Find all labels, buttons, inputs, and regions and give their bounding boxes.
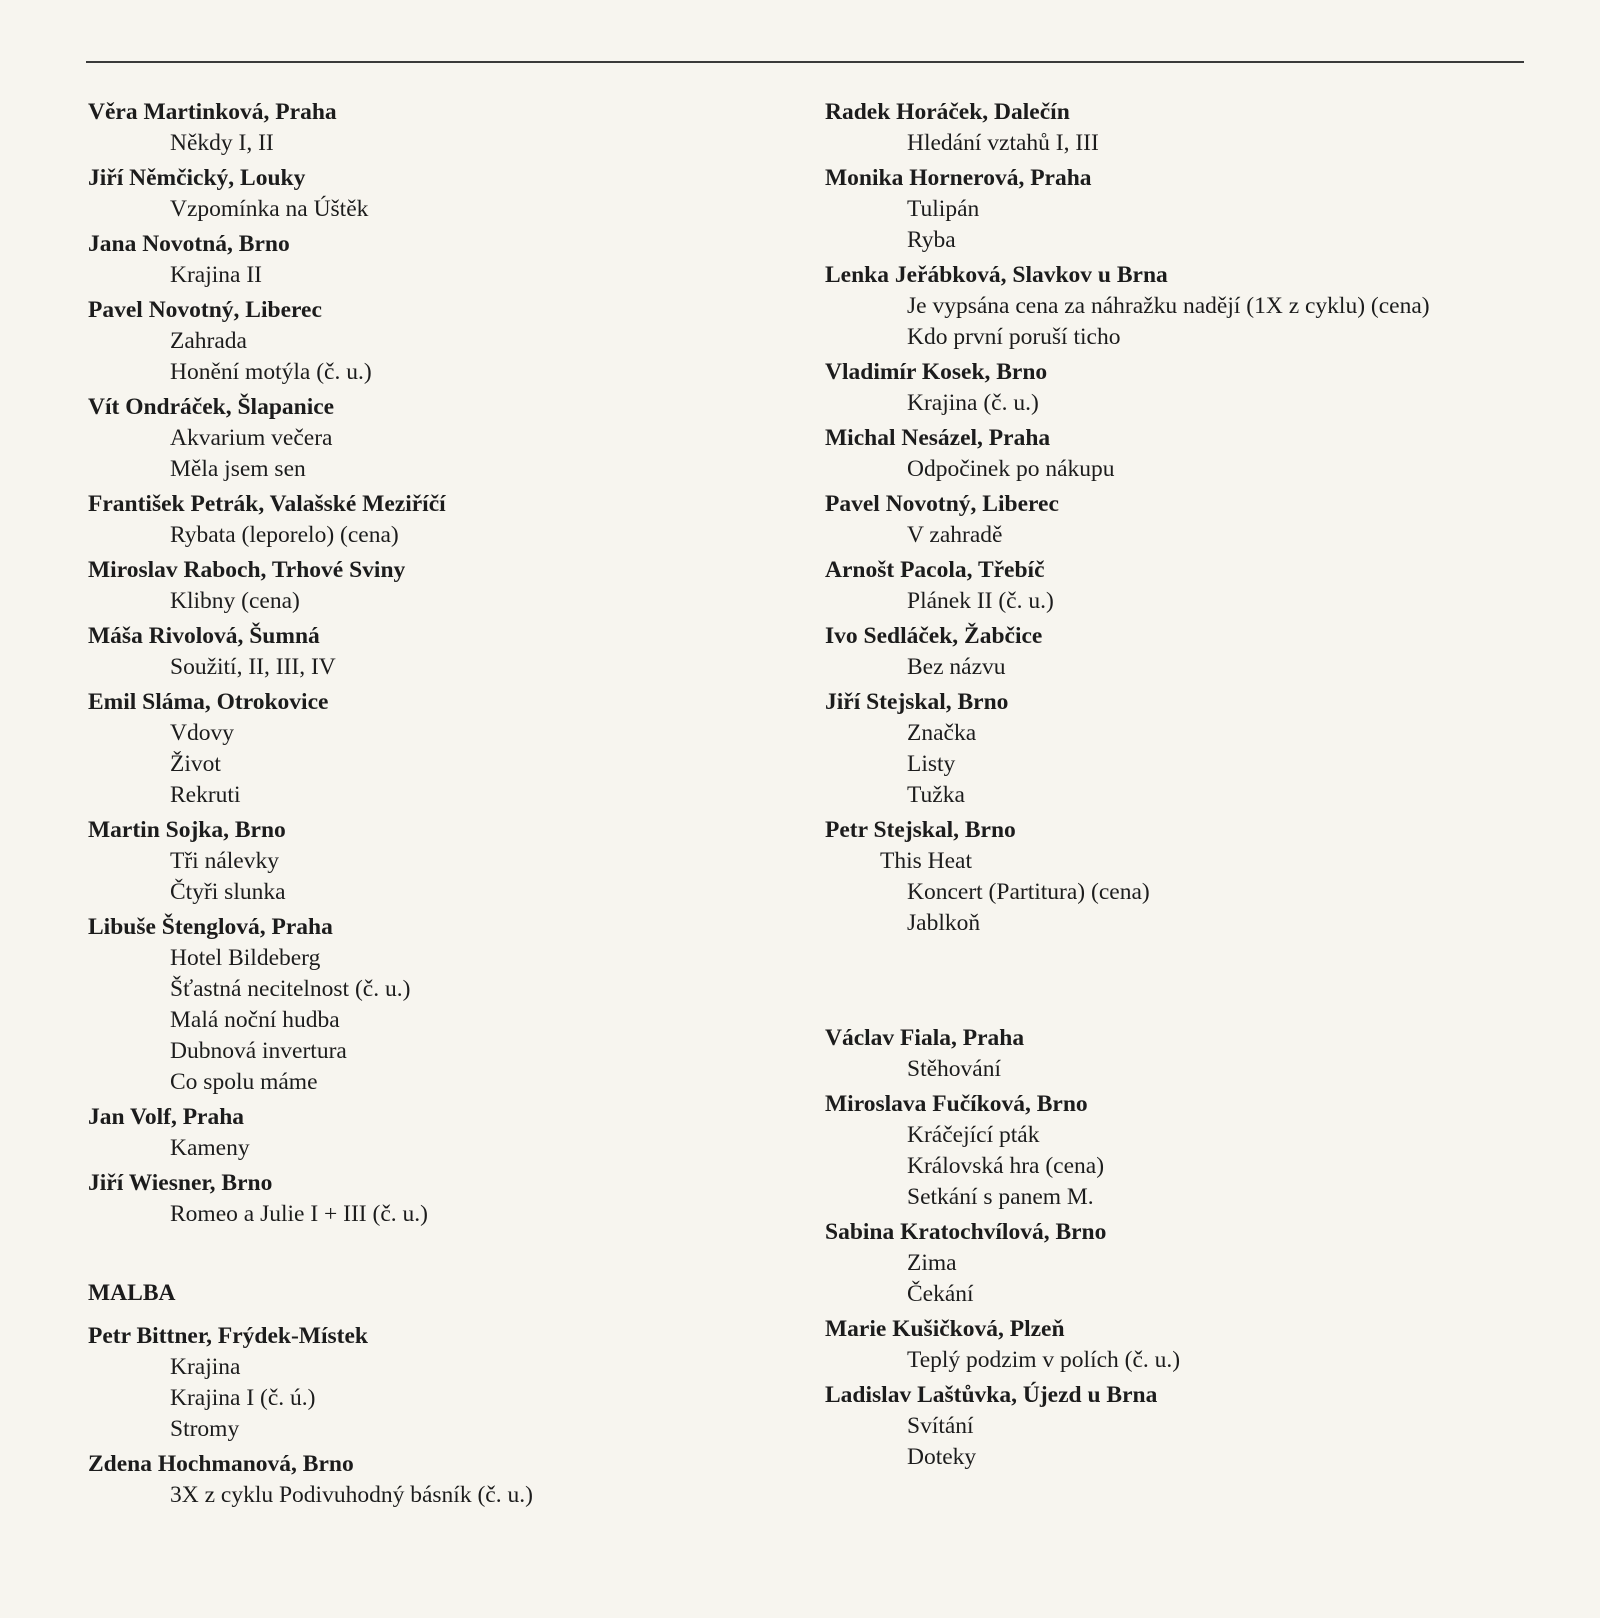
work-list <box>907 1345 1525 1376</box>
work-list <box>907 652 1525 683</box>
artist-entry <box>88 489 808 551</box>
artist-name: Jiří Němčický, Louky <box>88 165 306 191</box>
work-title: Co spolu máme <box>170 1069 318 1095</box>
work-title: Stromy <box>170 1416 240 1442</box>
work-title: Malá noční hudba <box>170 1007 340 1033</box>
artist-name: Zdena Hochmanová, Brno <box>88 1451 354 1477</box>
work-list <box>170 1352 808 1445</box>
work-title: Listy <box>907 751 956 777</box>
artist-name: Miroslava Fučíková, Brno <box>825 1091 1088 1117</box>
artist-name: Miroslav Raboch, Trhové Sviny <box>88 557 406 583</box>
artist-name: Vít Ondráček, Šlapanice <box>88 394 335 420</box>
artist-entry <box>825 423 1525 485</box>
work-list <box>170 423 808 485</box>
work-title: Bez názvu <box>907 654 1006 680</box>
work-title: Zima <box>907 1250 957 1276</box>
work-title: Klibny (cena) <box>170 588 300 614</box>
artist-entry <box>88 163 808 225</box>
artist-entry <box>825 621 1525 683</box>
work-title: Odpočinek po nákupu <box>907 456 1115 482</box>
work-title: Rekruti <box>170 782 241 808</box>
artist-name: Jan Volf, Praha <box>88 1104 245 1130</box>
artist-entry <box>825 357 1525 419</box>
artist-entry <box>88 815 808 908</box>
work-title: Kameny <box>170 1135 250 1161</box>
work-title: Čekání <box>907 1281 974 1307</box>
artist-entry <box>88 555 808 617</box>
work-list <box>170 520 808 551</box>
top-rule <box>86 61 1524 63</box>
work-list <box>907 586 1525 617</box>
work-title: Měla jsem sen <box>170 456 306 482</box>
work-title: Vdovy <box>170 720 234 746</box>
work-title: Hledání vztahů I, III <box>907 130 1099 156</box>
work-title: Krajina <box>170 1354 241 1380</box>
artist-name: Ladislav Laštůvka, Újezd u Brna <box>825 1382 1158 1408</box>
artist-entry <box>825 97 1525 159</box>
right-column <box>825 97 1525 1477</box>
work-list <box>907 388 1525 419</box>
work-title: Krajina I (č. ú.) <box>170 1385 316 1411</box>
work-title: Značka <box>907 720 977 746</box>
work-title: 3X z cyklu Podivuhodný básník (č. u.) <box>170 1482 533 1508</box>
work-list <box>907 194 1525 256</box>
artist-name: Ivo Sedláček, Žabčice <box>825 623 1043 649</box>
artist-entry <box>88 1321 808 1445</box>
work-list <box>880 846 1525 939</box>
left-entry-list-a <box>88 97 808 1230</box>
work-title: Krajina (č. u.) <box>907 390 1039 416</box>
artist-entry <box>88 687 808 811</box>
artist-name: Jana Novotná, Brno <box>88 231 290 257</box>
work-title: Život <box>170 751 221 777</box>
artist-name: Petr Stejskal, Brno <box>825 817 1016 843</box>
work-title: Rybata (leporelo) (cena) <box>170 522 399 548</box>
work-list <box>170 1199 808 1230</box>
work-list <box>907 454 1525 485</box>
work-list <box>907 1120 1525 1213</box>
artist-name: Máša Rivolová, Šumná <box>88 623 320 649</box>
work-title: Jablkoň <box>907 910 981 936</box>
work-title: Krajina II <box>170 262 262 288</box>
work-list <box>170 943 808 1098</box>
right-entry-list-b <box>825 1023 1525 1473</box>
work-list <box>907 1411 1525 1473</box>
work-title: Tři nálevky <box>170 848 279 874</box>
work-list <box>170 326 808 388</box>
artist-name: Libuše Štenglová, Praha <box>88 914 333 940</box>
work-list <box>170 128 808 159</box>
artist-entry <box>825 1089 1525 1213</box>
artist-name: Vladimír Kosek, Brno <box>825 359 1048 385</box>
work-title: Setkání s panem M. <box>907 1184 1094 1210</box>
section-heading-malba: MALBA <box>88 1280 176 1306</box>
work-list <box>907 1248 1525 1310</box>
work-title: Hotel Bildeberg <box>170 945 321 971</box>
work-title: Někdy I, II <box>170 130 274 156</box>
work-title: Doteky <box>907 1444 977 1470</box>
artist-name: Emil Sláma, Otrokovice <box>88 689 329 715</box>
artist-entry <box>88 621 808 683</box>
artist-name: Petr Bittner, Frýdek-Místek <box>88 1323 368 1349</box>
artist-name: Sabina Kratochvílová, Brno <box>825 1219 1107 1245</box>
artist-entry <box>88 392 808 485</box>
artist-entry <box>88 912 808 1098</box>
work-list <box>907 520 1525 551</box>
work-title: Tužka <box>907 782 965 808</box>
artist-entry <box>88 1168 808 1230</box>
artist-entry <box>825 260 1525 353</box>
artist-name: Věra Martinková, Praha <box>88 99 337 125</box>
artist-name: Arnošt Pacola, Třebíč <box>825 557 1045 583</box>
artist-name: Lenka Jeřábková, Slavkov u Brna <box>825 262 1168 288</box>
work-title: Je vypsána cena za náhražku nadějí (1X z cyklu) (cena) <box>907 293 1430 319</box>
artist-name: Václav Fiala, Praha <box>825 1025 1025 1051</box>
right-column-gap <box>825 943 1525 1023</box>
artist-entry <box>825 555 1525 617</box>
artist-name: Pavel Novotný, Liberec <box>88 297 322 323</box>
work-list <box>907 291 1525 353</box>
artist-entry <box>88 229 808 291</box>
artist-name: Monika Hornerová, Praha <box>825 165 1092 191</box>
artist-entry <box>825 1023 1525 1085</box>
work-list <box>170 1133 808 1164</box>
work-title: Stěhování <box>907 1056 1001 1082</box>
artist-entry <box>825 687 1525 811</box>
work-title: V zahradě <box>907 522 1003 548</box>
work-list <box>170 1480 808 1511</box>
work-title: Čtyři slunka <box>170 879 286 905</box>
artist-entry <box>88 295 808 388</box>
work-list <box>170 260 808 291</box>
work-title: Plánek II (č. u.) <box>907 588 1054 614</box>
work-list <box>170 846 808 908</box>
work-title: Vzpomínka na Úštěk <box>170 196 369 222</box>
artist-entry <box>825 1217 1525 1310</box>
work-title: Svítání <box>907 1413 974 1439</box>
left-entry-list-b <box>88 1321 808 1511</box>
work-title: Kdo první poruší ticho <box>907 324 1121 350</box>
work-title: This Heat <box>880 848 973 874</box>
left-column <box>88 97 808 1515</box>
artist-entry <box>825 163 1525 256</box>
work-title: Koncert (Partitura) (cena) <box>907 879 1150 905</box>
artist-name: Marie Kušičková, Plzeň <box>825 1316 1065 1342</box>
artist-entry <box>88 1449 808 1511</box>
work-list <box>170 718 808 811</box>
artist-entry <box>825 1380 1525 1473</box>
work-title: Tulipán <box>907 196 980 222</box>
work-title: Honění motýla (č. u.) <box>170 359 372 385</box>
artist-name: Jiří Wiesner, Brno <box>88 1170 273 1196</box>
work-list <box>170 652 808 683</box>
artist-entry <box>88 97 808 159</box>
artist-name: Jiří Stejskal, Brno <box>825 689 1009 715</box>
work-list <box>170 586 808 617</box>
work-title: Teplý podzim v polích (č. u.) <box>907 1347 1181 1373</box>
work-title: Kráčející pták <box>907 1122 1040 1148</box>
artist-entry <box>825 815 1525 939</box>
artist-name: Pavel Novotný, Liberec <box>825 491 1059 517</box>
work-list <box>907 1054 1525 1085</box>
work-title: Soužití, II, III, IV <box>170 654 336 680</box>
artist-name: Michal Nesázel, Praha <box>825 425 1051 451</box>
work-list <box>907 128 1525 159</box>
work-title: Ryba <box>907 227 956 253</box>
artist-entry <box>825 489 1525 551</box>
artist-entry <box>88 1102 808 1164</box>
work-title: Akvarium večera <box>170 425 333 451</box>
work-title: Zahrada <box>170 328 247 354</box>
artist-entry <box>825 1314 1525 1376</box>
work-list <box>907 718 1525 811</box>
work-title: Romeo a Julie I + III (č. u.) <box>170 1201 428 1227</box>
artist-name: Radek Horáček, Dalečín <box>825 99 1070 125</box>
artist-name: František Petrák, Valašské Meziříčí <box>88 491 446 517</box>
artist-name: Martin Sojka, Brno <box>88 817 286 843</box>
right-entry-list-a <box>825 97 1525 939</box>
work-title: Šťastná necitelnost (č. u.) <box>170 976 411 1002</box>
work-list <box>170 194 808 225</box>
work-title: Královská hra (cena) <box>907 1153 1105 1179</box>
work-title: Dubnová invertura <box>170 1038 347 1064</box>
